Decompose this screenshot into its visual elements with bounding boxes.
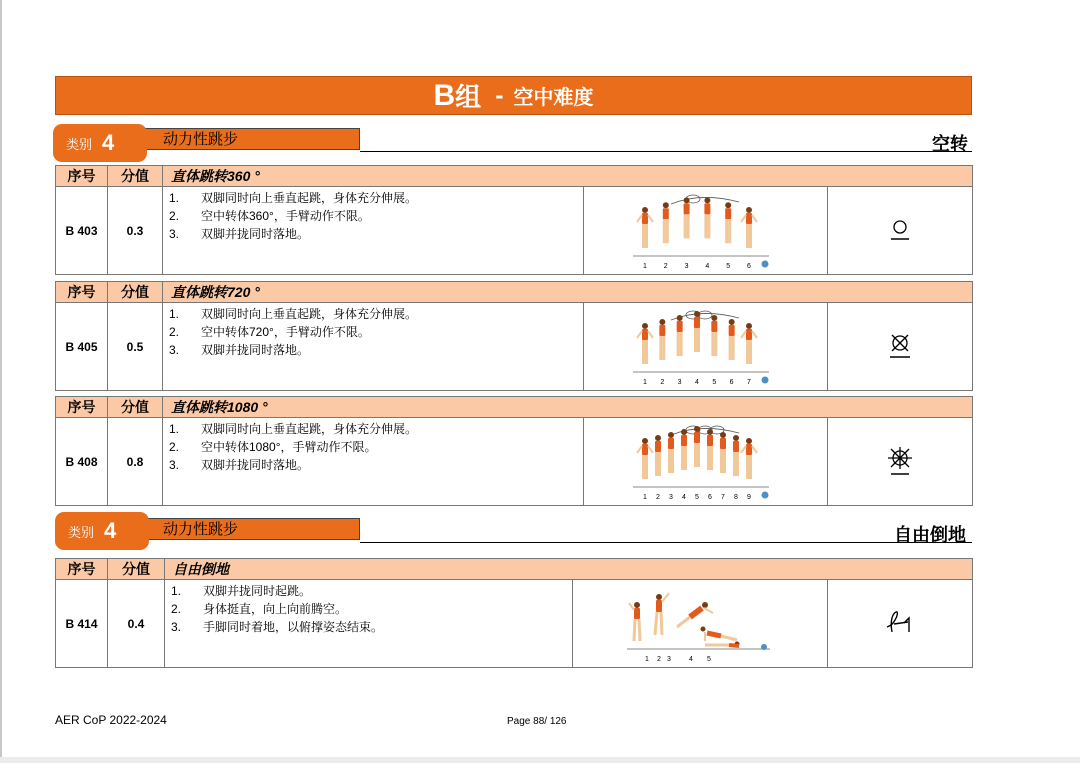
page-left-edge: [0, 0, 2, 763]
free-fall-symbol-icon: [878, 602, 922, 646]
category-label: 类别: [66, 137, 93, 153]
figure-label: 5: [707, 655, 711, 663]
figure-pose: [655, 435, 661, 476]
element-header-row: [56, 282, 973, 303]
figure-pose: [725, 202, 731, 243]
figure-label: 2: [657, 655, 661, 663]
element-symbol: [828, 580, 973, 668]
element-name: 自由倒地: [165, 559, 973, 580]
figure-jump: [655, 593, 669, 635]
value-column-header: 分值: [108, 282, 163, 303]
figure-label: 4: [689, 655, 693, 663]
group-banner: [55, 76, 972, 115]
figure-label: 1: [642, 262, 647, 270]
element-body-row: [56, 580, 973, 668]
element-code: B 405: [56, 303, 108, 391]
figure-label: 1: [645, 655, 649, 663]
category-badge: [55, 512, 149, 550]
category-number: 4: [102, 130, 115, 155]
element-description: [163, 303, 584, 391]
description-step: 3. 双脚并拢同时落地。: [169, 227, 310, 241]
camera-icon: [761, 644, 767, 650]
figure-pose: [728, 319, 734, 360]
number-column-header: 序号: [56, 166, 108, 187]
description-step: 2. 空中转体1080°，手臂动作不限。: [169, 440, 377, 454]
turn-1080-symbol-icon: [880, 442, 920, 482]
category-label: 类别: [68, 525, 95, 541]
description-step: 2. 空中转体720°，手臂动作不限。: [169, 325, 370, 339]
figure-pose: [741, 438, 757, 479]
description-step: 3. 双脚并拢同时落地。: [169, 458, 310, 472]
element-name: 直体跳转1080 °: [163, 397, 973, 418]
element-code: B 403: [56, 187, 108, 275]
element-name: 直体跳转360 °: [163, 166, 973, 187]
figure-pose: [637, 438, 653, 479]
figure-pose: [694, 426, 700, 467]
figure-pose: [662, 202, 668, 243]
group-subtitle: 空中难度: [513, 85, 594, 109]
figure-label: 6: [729, 378, 734, 386]
jump-turn-figure-sequence: [631, 421, 781, 503]
figure-flight: [677, 602, 713, 627]
group-word: 组: [455, 83, 482, 113]
figure-label: 9: [746, 493, 751, 501]
element-header-row: [56, 397, 973, 418]
figure-pose: [659, 319, 665, 360]
element-illustration: [584, 303, 828, 391]
element-illustration: [584, 187, 828, 275]
figure-label: 1: [642, 378, 647, 386]
category-title-bar: [140, 518, 360, 540]
figure-label: 1: [642, 493, 647, 501]
element-description: [165, 580, 573, 668]
description-step: 1. 双脚同时向上垂直起跳，身体充分伸展。: [169, 191, 418, 205]
category-title: 动力性跳步: [163, 520, 239, 538]
value-column-header: 分值: [108, 397, 163, 418]
figure-pose: [694, 311, 700, 352]
element-description: [163, 187, 584, 275]
figure-pose: [668, 432, 674, 473]
element-table-b403: [55, 165, 973, 275]
element-value: 0.8: [108, 418, 163, 506]
figure-label: 4: [704, 262, 709, 270]
figure-pose: [741, 207, 757, 248]
subcategory-title: 空转: [932, 134, 968, 155]
figure-pose: [681, 429, 687, 470]
element-table-b405: [55, 281, 973, 391]
subcategory-title: 自由倒地: [894, 525, 966, 546]
camera-icon: [761, 376, 768, 383]
group-separator: -: [495, 83, 504, 108]
element-body-row: [56, 418, 973, 506]
number-column-header: 序号: [56, 282, 108, 303]
element-value: 0.5: [108, 303, 163, 391]
element-illustration: [584, 418, 828, 506]
figure-label: 5: [711, 378, 716, 386]
element-name: 直体跳转720 °: [163, 282, 973, 303]
figure-plank: [705, 641, 740, 646]
footer-page-number: Page 88/ 126: [507, 716, 567, 727]
figure-pose: [720, 432, 726, 473]
element-body-row: [56, 303, 973, 391]
description-step: 2. 身体挺直，向上向前腾空。: [171, 602, 348, 616]
element-value: 0.4: [108, 580, 165, 668]
element-table-b414: [55, 558, 973, 668]
element-value: 0.3: [108, 187, 163, 275]
category-title-bar: [140, 128, 360, 150]
figure-label: 7: [746, 378, 751, 386]
page-bottom-edge: [0, 757, 1080, 763]
value-column-header: 分值: [108, 559, 165, 580]
figure-pose: [704, 197, 710, 238]
figure-pose: [683, 197, 689, 238]
number-column-header: 序号: [56, 397, 108, 418]
camera-icon: [761, 491, 768, 498]
figure-pose: [711, 315, 717, 356]
figure-label: 6: [707, 493, 712, 501]
category-title: 动力性跳步: [163, 130, 239, 148]
element-header-row: [56, 559, 973, 580]
figure-pose: [741, 323, 757, 364]
figure-pose: [637, 207, 653, 248]
category-badge: [53, 124, 147, 162]
description-step: 1. 双脚同时向上垂直起跳，身体充分伸展。: [169, 307, 418, 321]
figure-label: 6: [746, 262, 751, 270]
description-step: 2. 空中转体360°，手臂动作不限。: [169, 209, 370, 223]
figure-pose: [707, 429, 713, 470]
figure-label: 4: [694, 378, 699, 386]
figure-pose: [733, 435, 739, 476]
description-step: 1. 双脚同时向上垂直起跳，身体充分伸展。: [169, 422, 418, 436]
figure-label: 3: [668, 493, 673, 501]
figure-label: 3: [677, 378, 682, 386]
free-fall-figure-sequence: [625, 583, 775, 665]
figure-label: 3: [667, 655, 671, 663]
figure-label: 7: [720, 493, 725, 501]
figure-label: 2: [655, 493, 660, 501]
description-step: 3. 手脚同时着地，以俯撑姿态结束。: [171, 620, 384, 634]
group-letter: B: [433, 78, 456, 112]
value-column-header: 分值: [108, 166, 163, 187]
element-code: B 414: [56, 580, 108, 668]
element-table-b408: [55, 396, 973, 506]
camera-icon: [761, 260, 768, 267]
element-symbol: [828, 418, 973, 506]
element-header-row: [56, 166, 973, 187]
figure-label: 5: [694, 493, 699, 501]
description-step: 3. 双脚并拢同时落地。: [169, 343, 310, 357]
figure-label: 2: [659, 378, 664, 386]
turn-720-symbol-icon: [880, 327, 920, 367]
element-symbol: [828, 187, 973, 275]
category-number: 4: [104, 518, 117, 543]
jump-turn-figure-sequence: [631, 306, 781, 388]
figure-label: 5: [725, 262, 730, 270]
figure-label: 4: [681, 493, 686, 501]
description-step: 1. 双脚并拢同时起跳。: [171, 584, 312, 598]
element-code: B 408: [56, 418, 108, 506]
figure-pose: [676, 315, 682, 356]
figure-label: 3: [684, 262, 689, 270]
number-column-header: 序号: [56, 559, 108, 580]
figure-pose: [637, 323, 653, 364]
turn-360-symbol-icon: [880, 211, 920, 251]
figure-label: 8: [733, 493, 738, 501]
figure-label: 2: [663, 262, 668, 270]
jump-turn-figure-sequence: [631, 190, 781, 272]
figure-land: [701, 626, 738, 641]
element-body-row: [56, 187, 973, 275]
element-symbol: [828, 303, 973, 391]
element-description: [163, 418, 584, 506]
element-illustration: [573, 580, 828, 668]
footer-document-title: AER CoP 2022-2024: [55, 713, 167, 727]
figure-stand: [629, 602, 640, 641]
